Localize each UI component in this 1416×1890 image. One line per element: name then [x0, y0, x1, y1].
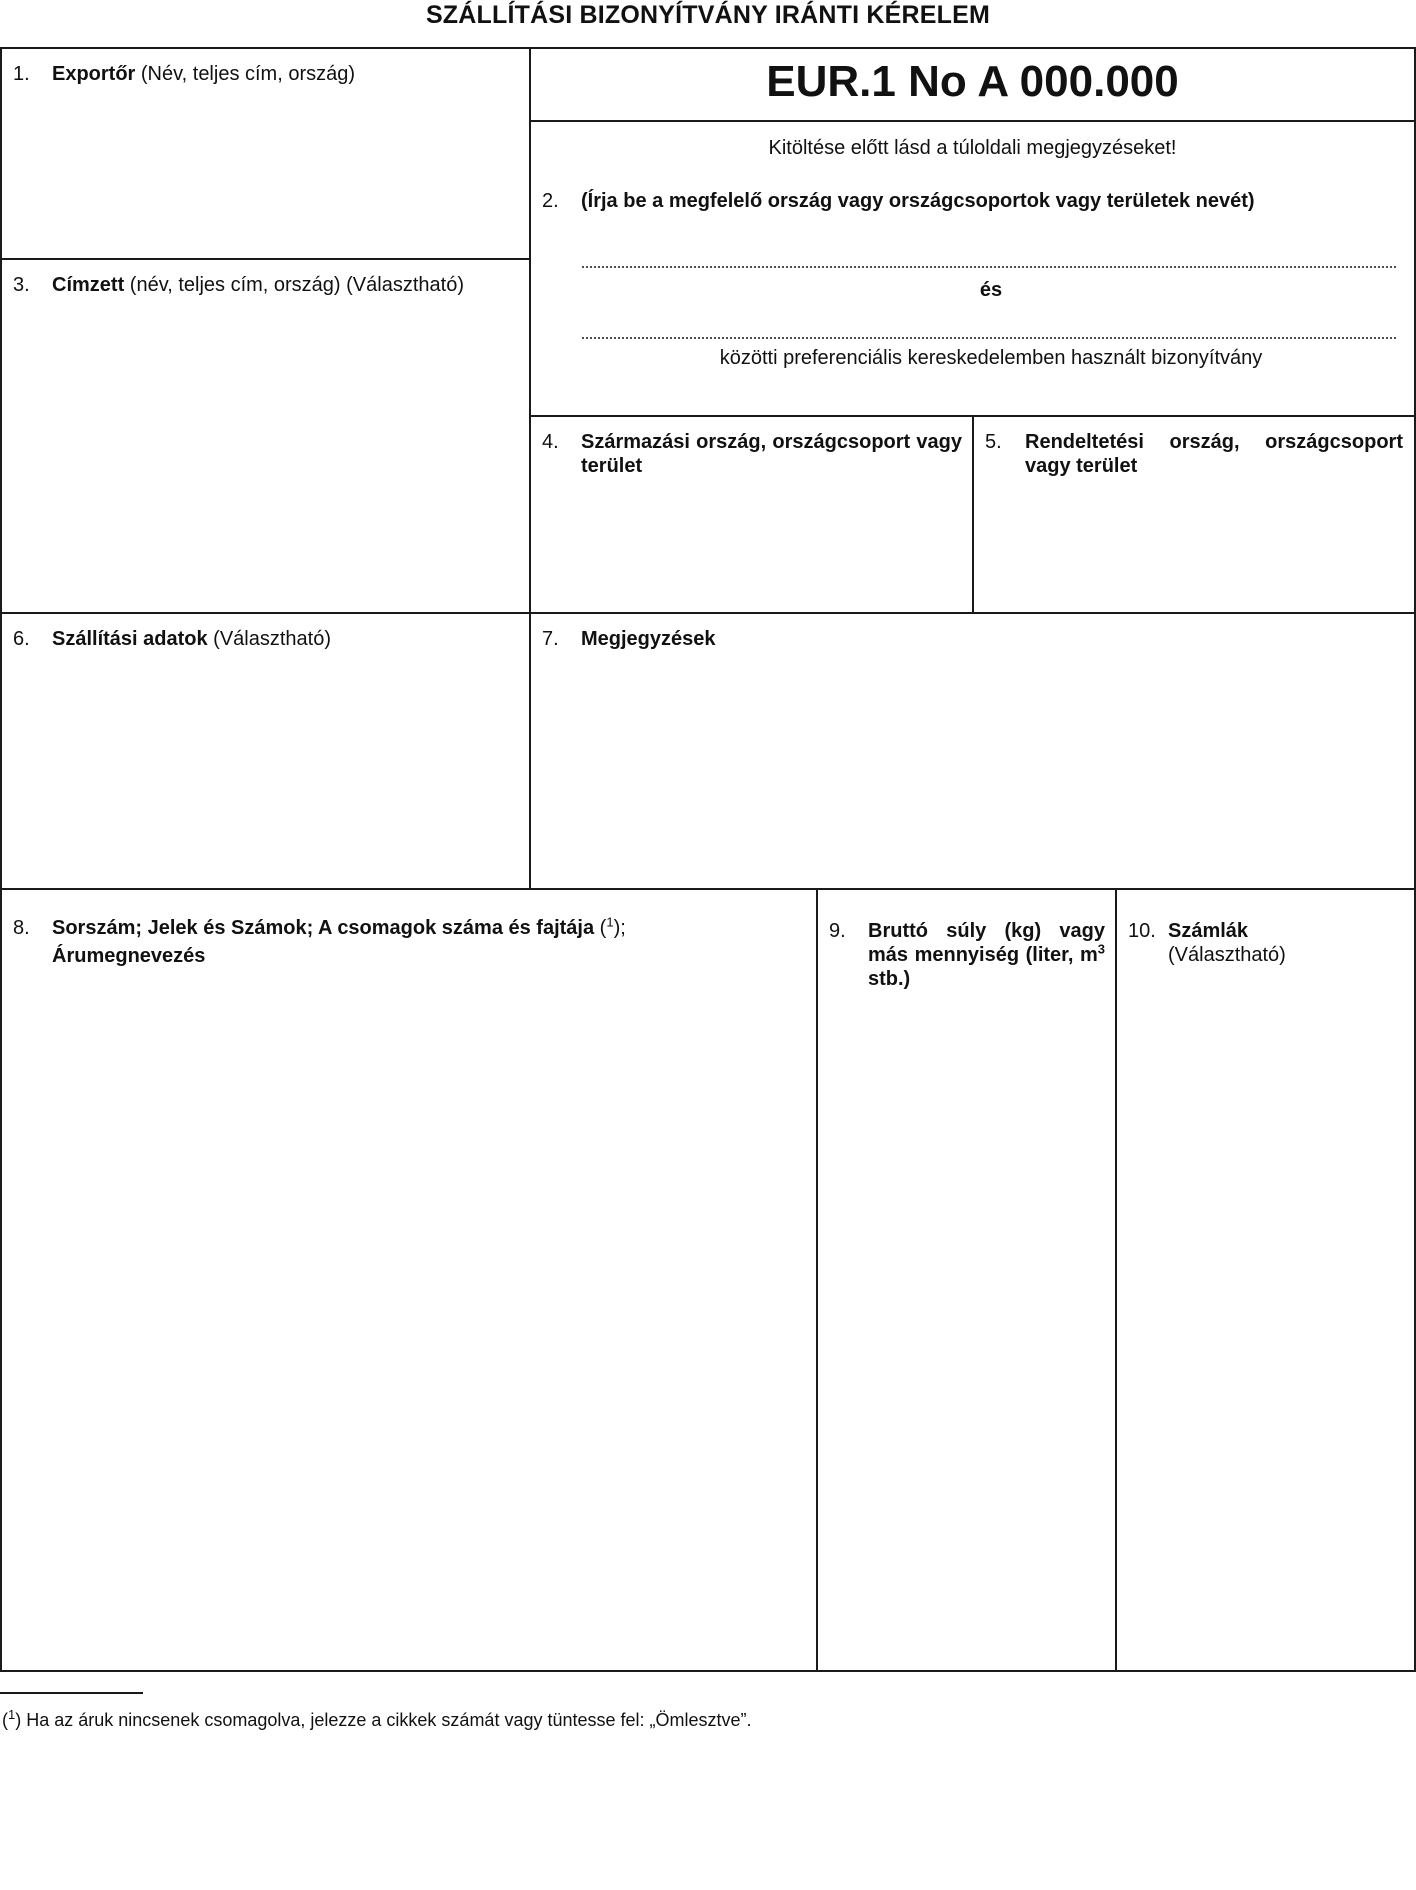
box7-number: 7. — [542, 628, 559, 650]
footnote-text: ($^1$) Ha az áruk nincsenek csomagolva, jelezze a cikkek számát vagy tüntesse fel: „Ömlesztve”. — [2, 1707, 752, 1730]
certificate-number: EUR.1 No A 000.000 — [766, 57, 1179, 106]
box8-label-a: Sorszám; Jelek és Számok; A csomagok száma és fajtája — [52, 917, 595, 939]
box2-footer-text: közötti preferenciális kereskedelemben használt bizonyítvány — [719, 347, 1263, 369]
box8-items-label: 8. Sorszám; Jelek és Számok; A csomagok száma és fajtája ($^1$); Árumegnevezés — [13, 916, 803, 968]
box8-number: 8. — [13, 917, 30, 939]
row-box6-top-divider — [0, 612, 1416, 614]
box9-label-a: Bruttó súly (kg) vagy más mennyiség (liter, m — [868, 920, 1105, 966]
box4-box5-divider — [972, 415, 974, 613]
box5-destination-label — [985, 430, 1403, 478]
box4-label-text: Származási ország, országcsoport vagy terület — [581, 431, 962, 477]
box1-label-bold: Exportőr — [52, 63, 136, 85]
box10-label-rest: (Választható) — [1168, 944, 1286, 966]
box2-dotted-line-1 — [581, 266, 1396, 268]
box6-number: 6. — [13, 628, 30, 650]
form-title: SZÁLLÍTÁSI BIZONYÍTVÁNY IRÁNTI KÉRELEM — [425, 1, 991, 29]
box9-label-b: stb.) — [868, 968, 911, 990]
box3-label-bold: Címzett — [52, 274, 125, 296]
box9-superscript: 3 — [1097, 941, 1105, 957]
box9-number: 9. — [829, 920, 846, 942]
box8-box9-divider — [816, 888, 818, 1672]
box2-label-text: (Írja be a megfelelő ország vagy országcsoportok vagy területek nevét) — [581, 190, 1255, 212]
box1-exporter-label — [13, 62, 513, 86]
box3-label-rest: (név, teljes cím, ország) (Választható) — [124, 274, 464, 296]
box5-label-text: Rendeltetési ország, országcsoport vagy terület — [1025, 431, 1403, 477]
row-box8-top-divider — [0, 888, 1416, 890]
footnote-body: Ha az áruk nincsenek csomagolva, jelezze a cikkek számát vagy tüntesse fel: „Ömlesztve”. — [21, 1710, 752, 1730]
box1-box3-divider — [0, 258, 530, 260]
box6-label-rest: (Választható) — [207, 628, 332, 650]
footnote-separator — [0, 1692, 143, 1694]
box6-label-bold: Szállítási adatok — [52, 628, 208, 650]
box6-transport-label — [13, 627, 513, 651]
box3-number: 3. — [13, 274, 30, 296]
box1-number: 1. — [13, 63, 30, 85]
box2-and-text: és — [979, 279, 1003, 301]
box9-box10-divider — [1115, 888, 1117, 1672]
box10-invoices-label — [1128, 919, 1408, 967]
box10-number: 10. — [1128, 920, 1156, 942]
box8-label-b: Árumegnevezés — [52, 945, 206, 967]
box4-origin-label — [542, 430, 962, 478]
box2-label — [542, 189, 1402, 213]
outer-top-border — [0, 47, 1416, 49]
box2-number: 2. — [542, 190, 559, 212]
eur-number-divider — [529, 120, 1416, 122]
box1-label-rest: (Név, teljes cím, ország) — [135, 63, 356, 85]
footnote-mark: 1 — [8, 1707, 16, 1722]
instruction-text: Kitöltése előtt lásd a túloldali megjegyzéseket! — [768, 137, 1177, 159]
box9-weight-label — [829, 919, 1105, 991]
box4-number: 4. — [542, 431, 559, 453]
outer-bottom-border — [0, 1670, 1416, 1672]
box3-consignee-label — [13, 273, 523, 297]
box7-remarks-label — [542, 627, 1402, 651]
left-column-divider — [529, 47, 531, 889]
box7-label-text: Megjegyzések — [581, 628, 716, 650]
outer-left-border — [0, 47, 2, 1672]
box10-label-bold: Számlák — [1168, 920, 1249, 942]
box8-footnote-ref: 1 — [606, 914, 614, 930]
box2-dotted-line-2 — [581, 337, 1396, 339]
box5-number: 5. — [985, 431, 1002, 453]
